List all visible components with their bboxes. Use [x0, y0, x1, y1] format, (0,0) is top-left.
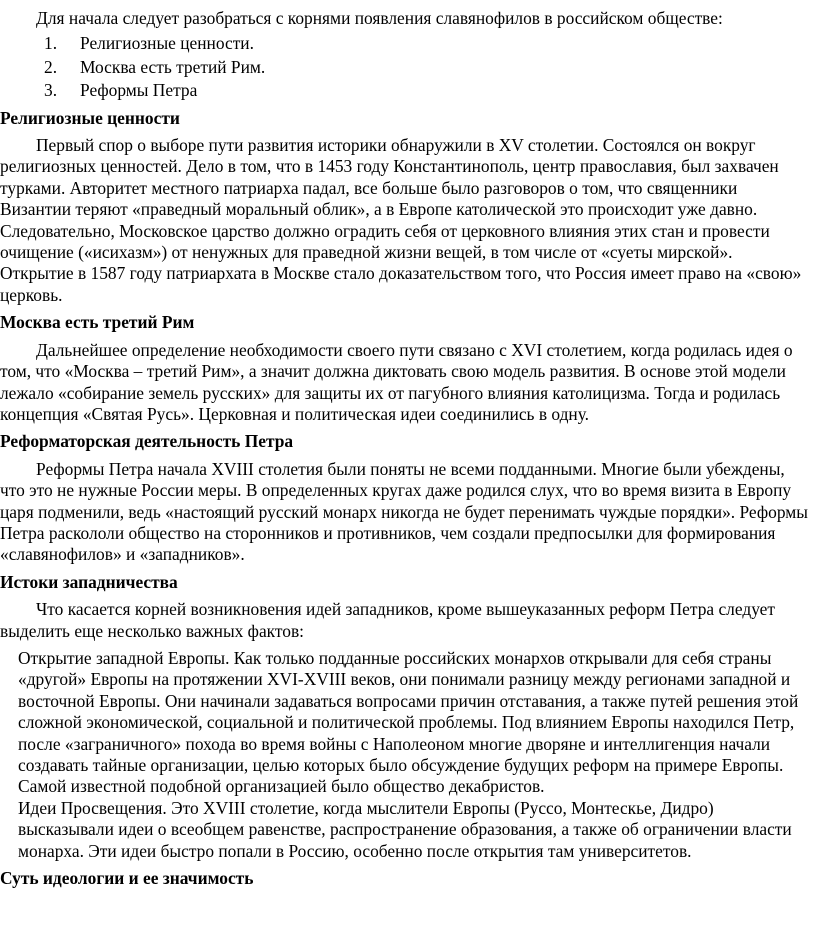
list-item	[0, 33, 808, 54]
heading-west: Истоки западничества	[0, 571, 178, 592]
heading-essence: Суть идеологии и ее значимость	[0, 868, 254, 889]
list-item-text: Москва есть третий Рим.	[80, 56, 266, 77]
paragraph-religion: Первый спор о выборе пути развития историки обнаружили в XV столетии. Состоялся он вокруг религиозных ценностей. Дело в том, что в 1453 году Константинополь, центр православия, был захвачен турками. Авторитет местного патриарха падал, все больше было разговоров о том, что священники Византии теряют «праведный моральный облик», а в Европе католической это происходит уже давно. Следовательно, Московское царство должно оградить себя от церковного влияния этих стан и провести очищение («исихазм») от ненужных для праведной жизни вещей, в том числе от «суеты мирской». Открытие в 1587 году патриархата в Москве стало доказательством того, что Россия имеет право на «свою» церковь.	[0, 135, 802, 305]
paragraph-moscow: Дальнейшее определение необходимости своего пути связано с XVI столетием, когда родилась идея о том, что «Москва – третий Рим», а значит должна диктовать свою модель развития. В основе этой модели лежало «собирание земель русских» для защиты их от пагубного влияния католицизма. Тогда и родилась концепция «Святая Русь». Церковная и политическая идеи соединились в одну.	[0, 339, 793, 424]
heading-religion: Религиозные ценности	[0, 107, 180, 128]
west-facts-block	[0, 648, 808, 862]
origins-list	[0, 33, 808, 101]
heading-moscow: Москва есть третий Рим	[0, 312, 195, 333]
fact-opening-europe: Открытие западной Европы. Как только подданные российских монархов открывали для себя страны «другой» Европы на протяжении XVI-XVIII веков, они понимали разницу между регионами западной и восточной Европы. Они начинали задаваться вопросами причин отставания, а также путей решения этой сложной экономической, социальной и политической проблемы. Под влиянием Европы находился Петр, после «заграничного» похода во время войны с Наполеоном многие дворяне и интеллигенция начали создавать тайные организации, целью которых было обсуждение будущих реформ на примере Европы. Самой известной подобной организацией было общество декабристов.	[18, 647, 799, 797]
list-item-text: Религиозные ценности.	[80, 33, 254, 54]
list-item-number: 1.	[44, 33, 58, 54]
list-item-number: 2.	[44, 56, 58, 77]
list-item	[0, 57, 808, 78]
paragraph-west: Что касается корней возникновения идей западников, кроме вышеуказанных реформ Петра следует выделить еще несколько важных фактов:	[0, 599, 775, 641]
paragraph-peter: Реформы Петра начала XVIII столетия были поняты не всеми подданными. Многие были убеждены, что это не нужные России меры. В определенных кругах даже родился слух, что во время визита в Европу царя подменили, ведь «настоящий русский монарх никогда не будет перенимать чуждые порядки». Реформы Петра раскололи общество на сторонников и противников, чем создали предпосылки для формирования «славянофилов» и «западников».	[0, 458, 808, 565]
heading-peter: Реформаторская деятельность Петра	[0, 431, 294, 452]
list-item-text: Реформы Петра	[80, 80, 198, 101]
list-item	[0, 80, 808, 101]
fact-enlightenment: Идеи Просвещения. Это XVIII столетие, когда мыслители Европы (Руссо, Монтескье, Дидро) высказывали идеи о всеобщем равенстве, распространение образования, а также об ограничении власти монарха. Эти идеи быстро попали в Россию, особенно после открытия там университетов.	[18, 797, 792, 861]
intro-paragraph: Для начала следует разобраться с корнями появления славянофилов в российском обществе:	[36, 8, 723, 28]
list-item-number: 3.	[44, 80, 58, 101]
